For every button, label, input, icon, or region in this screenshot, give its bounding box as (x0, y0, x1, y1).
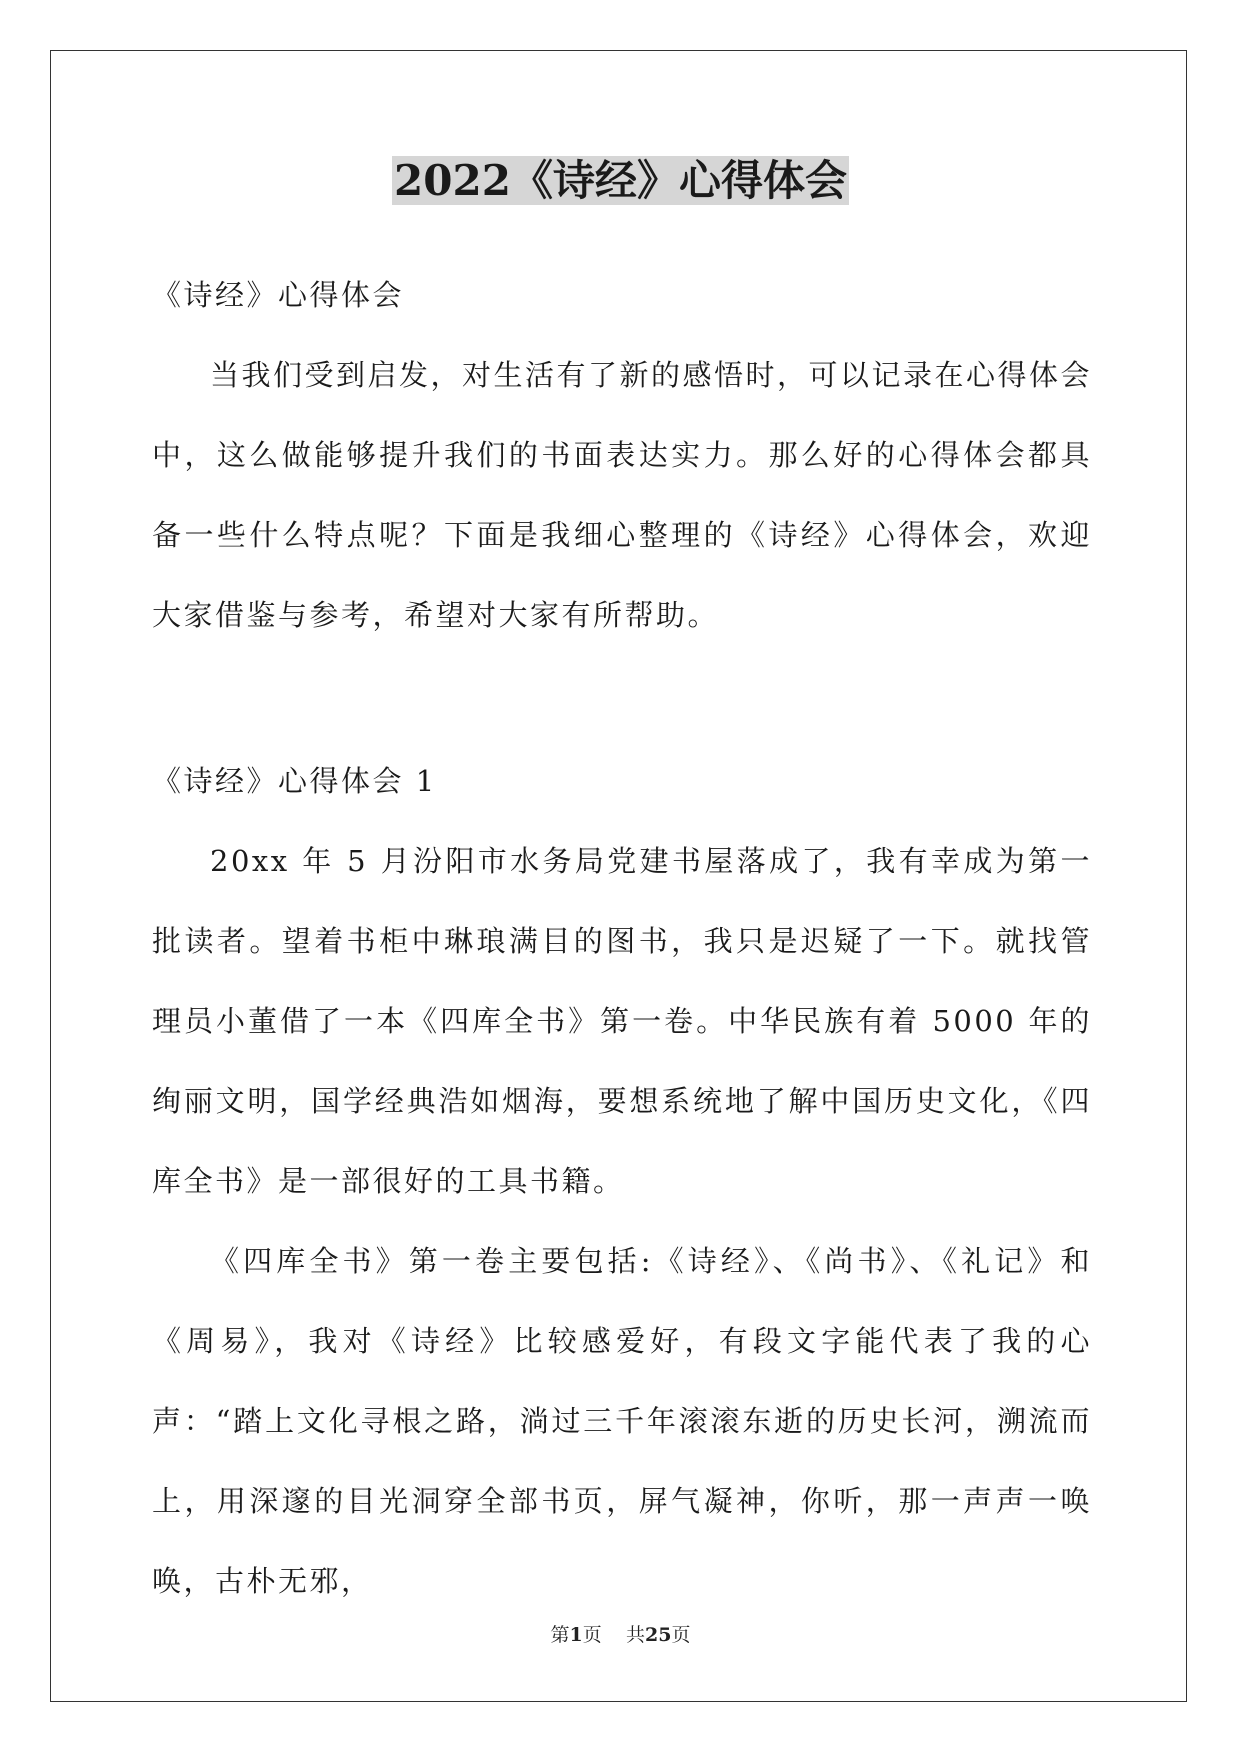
document-title-text: 2022《诗经》心得体会 (394, 156, 847, 205)
total-page-count: 25 (644, 1624, 672, 1646)
section-1-paragraph-2: 《四库全书》第一卷主要包括:《诗经》、《尚书》、《礼记》和《周易》，我对《诗经》比较感爱好，有段文字能代表了我的心声：“踏上文化寻根之路，淌过三千年滚滚东逝的历史长河，溯流而上，用深邃的目光洞穿全部书页，屏气凝神，你听，那一声声一唤唤，古朴无邪， (152, 1244, 1092, 1598)
page-number-suffix: 页 (582, 1624, 602, 1646)
intro-paragraph: 当我们受到启发，对生活有了新的感悟时，可以记录在心得体会中，这么做能够提升我们的书面表达实力。那么好的心得体会都具备一些什么特点呢？下面是我细心整理的《诗经》心得体会，欢迎大家借鉴与参考，希望对大家有所帮助。 (152, 358, 1093, 632)
document-title (0, 152, 1241, 210)
total-pages-prefix: 共 (625, 1624, 645, 1646)
intro-heading: 《诗经》心得体会 (152, 278, 405, 312)
current-page-number: 1 (569, 1624, 583, 1646)
total-pages-suffix: 页 (671, 1624, 691, 1646)
section-spacer (152, 655, 1092, 741)
page-number-prefix: 第 (550, 1624, 570, 1646)
section-1-paragraph-1: 20xx 年 5 月汾阳市水务局党建书屋落成了，我有幸成为第一批读者。望着书柜中琳琅满目的图书，我只是迟疑了一下。就找管理员小董借了一本《四库全书》第一卷。中华民族有着 5000 年的绚丽文明，国学经典浩如烟海，要想系统地了解中国历史文化，《四库全书》是一部很好的工具书籍。 (152, 844, 1092, 1198)
document-body (152, 255, 1092, 1621)
section-1-heading: 《诗经》心得体会 1 (152, 764, 437, 798)
page-footer (0, 1620, 1241, 1647)
